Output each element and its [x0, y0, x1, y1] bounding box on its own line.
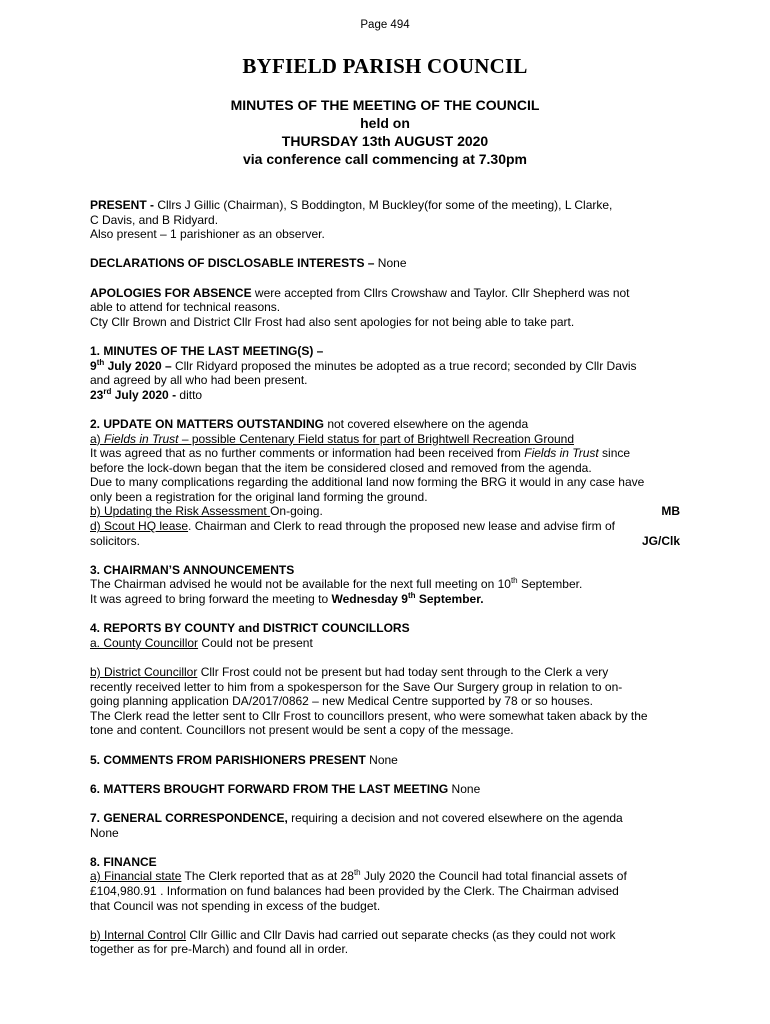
present-line-2: C Davis, and B Ridyard.: [90, 212, 219, 227]
heading-line-2: held on: [360, 115, 410, 131]
item6: 6. MATTERS BROUGHT FORWARD FROM THE LAST MEETING None: [90, 781, 481, 796]
item4-b-line-3: going planning application DA/2017/0862 – new Medical Centre supported by 78 or so houses.: [90, 694, 594, 709]
item2-heading: 2. UPDATE ON MATTERS OUTSTANDING not covered elsewhere on the agenda: [90, 416, 529, 431]
action-mb: MB: [661, 504, 680, 519]
item2-p2-line-1: Due to many complications regarding the additional land now forming the BRG it would in any case have: [90, 475, 645, 490]
item3-line-2: It was agreed to bring forward the meeting to Wednesday 9th September.: [90, 591, 484, 607]
item8-b-line-2: together as for pre-March) and found all in order.: [90, 942, 349, 957]
item7-line-1: 7. GENERAL CORRESPONDENCE, requiring a decision and not covered elsewhere on the agenda: [90, 810, 623, 825]
item2-d-line-2: solicitors. JG/Clk: [90, 533, 680, 548]
item8-a-line-2: £104,980.91 . Information on fund balances had been provided by the Clerk. The Chairman advised: [90, 883, 619, 898]
heading-line-1: MINUTES OF THE MEETING OF THE COUNCIL: [230, 97, 540, 113]
apologies-line-1: APOLOGIES FOR ABSENCE were accepted from Cllrs Crowshaw and Taylor. Cllr Shepherd was not: [90, 285, 630, 300]
item8-a-line-1: a) Financial state The Clerk reported that as at 28th July 2020 the Council had total financial assets of: [90, 868, 627, 884]
item4-b-line-1: b) District Councillor Cllr Frost could not be present but had today sent through to the Clerk a very: [90, 665, 609, 679]
minutes-body: [90, 198, 680, 957]
item1-line-2: and agreed by all who had been present.: [90, 373, 308, 388]
item4-b-line-2: recently received letter to him from a spokesperson for the Save Our Surgery group in relation to on-: [90, 679, 623, 694]
apologies-line-2: able to attend for technical reasons.: [90, 300, 281, 315]
action-jg-clk: JG/Clk: [641, 533, 680, 548]
item4-heading: 4. REPORTS BY COUNTY and DISTRICT COUNCILLORS: [90, 621, 410, 636]
item2-d-line-1: d) Scout HQ lease. Chairman and Clerk to read through the proposed new lease and advise firm of: [90, 519, 615, 534]
item8-a-line-3: that Council was not spending in excess of the budget.: [90, 898, 381, 913]
council-name: BYFIELD PARISH COUNCIL: [242, 54, 528, 78]
item2-p1-line-1: It was agreed that as no further comments or information had been received from Fields in Trust since: [90, 446, 631, 461]
item3-heading: 3. CHAIRMAN’S ANNOUNCEMENTS: [90, 562, 295, 577]
item4-a: a. County Councillor Could not be present: [90, 635, 313, 650]
item2-p1-line-2: before the lock-down began that the item be considered closed and removed from the agenda.: [90, 460, 592, 475]
item2-a-title: a) Fields in Trust – possible Centenary Field status for part of Brightwell Recreation Ground: [90, 431, 575, 446]
item8-b-line-1: b) Internal Control Cllr Gillic and Cllr Davis had carried out separate checks (as they could not work: [90, 927, 616, 942]
page-number: Page 494: [360, 19, 410, 31]
item2-b-row: b) Updating the Risk Assessment On-going. MB: [90, 504, 680, 519]
present-line-1: PRESENT - Cllrs J Gillic (Chairman), S Boddington, M Buckley(for some of the meeting), L Clarke,: [90, 198, 613, 212]
present-label: PRESENT -: [90, 198, 155, 212]
present-line-3: Also present – 1 parishioner as an observer.: [90, 227, 325, 242]
item3-line-1: The Chairman advised he would not be available for the next full meeting on 10th September.: [90, 576, 583, 592]
heading-line-3: THURSDAY 13th AUGUST 2020: [281, 133, 489, 149]
item7-line-2: None: [90, 825, 119, 840]
item2-p2-line-2: only been a registration for the original land forming the ground.: [90, 489, 428, 504]
item1-heading: 1. MINUTES OF THE LAST MEETING(S) –: [90, 343, 324, 358]
item5: 5. COMMENTS FROM PARISHIONERS PRESENT None: [90, 752, 398, 767]
item8-heading: 8. FINANCE: [90, 854, 157, 869]
item4-b-line-5: tone and content. Councillors not present would be sent a copy of the message.: [90, 723, 514, 738]
item1-line-3: 23rd July 2020 - ditto: [90, 386, 203, 402]
item4-b-line-4: The Clerk read the letter sent to Cllr Frost to councillors present, who were somewhat taken aback by the: [90, 708, 648, 723]
heading-line-4: via conference call commencing at 7.30pm: [242, 151, 527, 167]
item1-line-1: 9th July 2020 – Cllr Ridyard proposed the minutes be adopted as a true record; seconded by Cllr Davis: [90, 357, 637, 373]
declarations: DECLARATIONS OF DISCLOSABLE INTERESTS – None: [90, 256, 407, 271]
apologies-line-3: Cty Cllr Brown and District Cllr Frost had also sent apologies for not being able to take part.: [90, 314, 575, 329]
